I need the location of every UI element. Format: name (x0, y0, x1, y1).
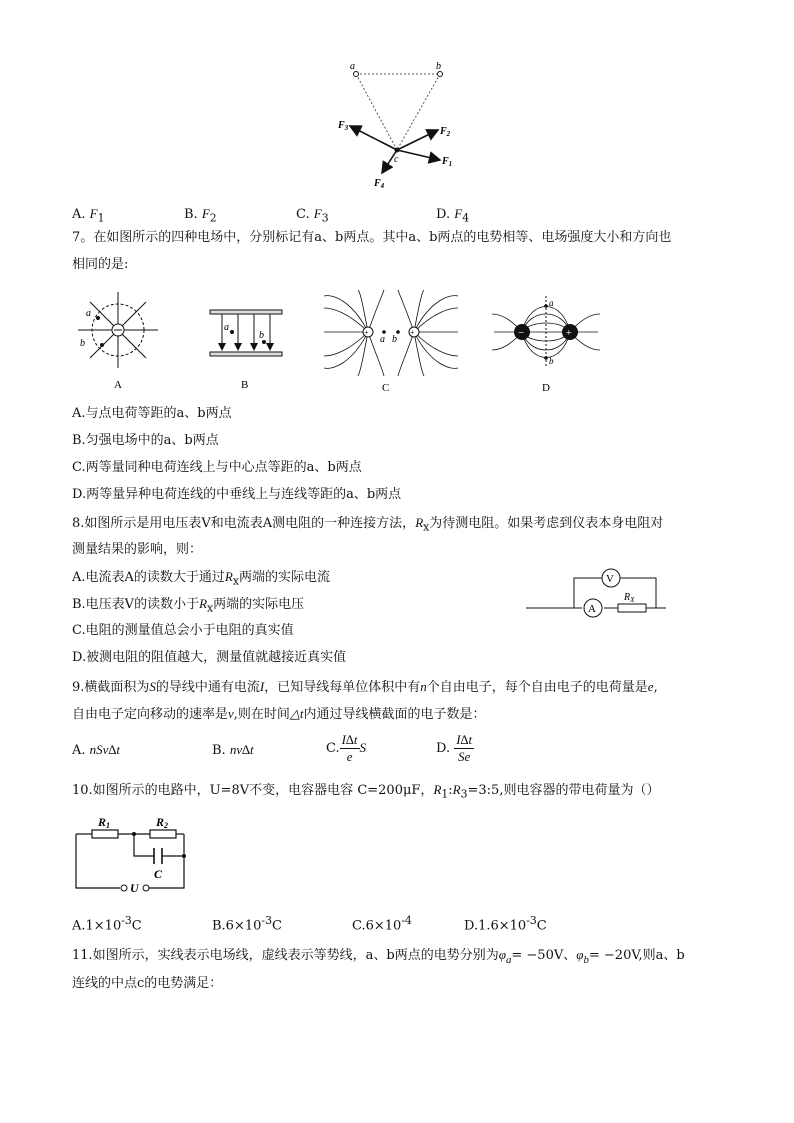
q6-option-d: D. $F_4$ (436, 206, 470, 225)
svg-text:A: A (114, 379, 122, 391)
q11-stem-line2: 连线的中点c的电势满足： (72, 976, 223, 991)
label-f1: $F_1$ (442, 156, 453, 168)
svg-text:C: C (154, 867, 163, 881)
svg-text:D: D (542, 382, 550, 394)
svg-text:A: A (588, 603, 596, 615)
label-a: a (350, 61, 355, 72)
resistor-r1 (92, 830, 118, 838)
q10-stem: 10.如图所示的电路中，U=8V不变，电容器电容 C=200μF，$R_1:R_3=3:5$,则电容器的带电荷量为（） (72, 782, 660, 801)
q8-option-d: D.被测电阻的阻值越大，测量值就越接近真实值 (72, 650, 347, 665)
label-f2: $F_2$ (440, 126, 451, 138)
q8-option-c: C.电阻的测量值总会小于电阻的真实值 (72, 623, 294, 638)
q9-option-a: A. nSv∆t (72, 742, 121, 758)
q7-figure-a (72, 288, 164, 392)
resistor-rx (618, 604, 646, 612)
q8-stem-line1: 8.如图所示是用电压表V和电流表A测电阻的一种连接方法，$R_x$为待测电阻。如果考虑到仪表本身电阻对 (72, 515, 664, 534)
label-f4: $F_4$ (374, 178, 385, 190)
svg-text:B: B (241, 379, 249, 391)
svg-text:R1: R1 (98, 815, 111, 830)
svg-text:C: C (382, 382, 390, 394)
svg-text:V: V (606, 573, 614, 585)
q7-stem-line2: 相同的是: (72, 257, 129, 272)
q8-option-b: B.电压表V的读数小于$R_x$两端的实际电压 (72, 596, 305, 615)
svg-text:−: − (518, 327, 525, 339)
q7-figure-b (208, 304, 288, 392)
svg-text:b: b (392, 334, 397, 345)
q7-option-b: B.匀强电场中的a、b两点 (72, 433, 219, 448)
q10-option-b: $B.6\times 10^{-3}C$ (212, 914, 282, 934)
svg-text:a: a (224, 322, 229, 333)
svg-text:a: a (549, 298, 554, 308)
svg-text:+: + (566, 328, 572, 339)
svg-text:+: + (410, 328, 415, 337)
q10-option-d: $D.1.6\times 10^{-3}C$ (464, 914, 547, 934)
q6-option-a: A. $F_1$ (72, 206, 105, 225)
q10-option-a: $A.1\times 10^{-3}C$ (72, 914, 142, 934)
q11-stem-line1: 11.如图所示，实线表示电场线，虚线表示等势线，a、b两点的电势分别为$\varphi_a= -50V$、$\varphi_b= -20V$,则a、b (72, 947, 685, 966)
q8-option-a: A.电流表A的读数大于通过$R_x$两端的实际电流 (72, 569, 330, 588)
q9-option-c: C. $\frac{I\Delta t}{e}$ S (326, 732, 367, 764)
force-f2-arrow (397, 130, 438, 150)
q10-circuit (72, 810, 192, 896)
label-c: c (394, 154, 399, 165)
label-b: b (436, 61, 441, 72)
svg-text:RX: $R_X$ (624, 592, 635, 604)
q7-figure-c (322, 290, 460, 394)
point-b (438, 72, 443, 77)
svg-text:+: + (364, 328, 369, 337)
svg-text:b: b (80, 338, 85, 349)
force-diagram (330, 58, 470, 198)
svg-text:U: U (130, 881, 139, 895)
q9-option-b: B. nv∆t (212, 742, 254, 758)
force-f1-arrow (397, 150, 440, 160)
resistor-r2 (150, 830, 176, 838)
svg-text:b: b (549, 356, 554, 366)
svg-text:a: a (86, 308, 91, 319)
q7-option-d: D.两等量异种电荷连线的中垂线上与连线等距的a、b两点 (72, 487, 402, 502)
q8-circuit (520, 566, 670, 622)
q9-option-d: D. $\frac{I\Delta t}{Se}$ (436, 732, 473, 764)
q6-option-c: C. $F_3$ (296, 206, 329, 225)
q8-stem-line2: 测量结果的影响，则： (72, 542, 203, 557)
q9-stem-line2: 自由电子定向移动的速率是v,则在时间△t内通过导线横截面的电子数是： (72, 706, 486, 722)
svg-text:R2: R2 (156, 815, 169, 830)
label-f3: $F_3$ (338, 120, 349, 132)
q7-option-a: A.与点电荷等距的a、b两点 (72, 406, 232, 421)
q7-figure-d (490, 294, 602, 394)
svg-text:a: a (380, 334, 385, 345)
q6-option-b: B. $F_2$ (184, 206, 217, 225)
force-f3-arrow (350, 126, 397, 150)
svg-text:b: b (259, 330, 264, 341)
q7-option-c: C.两等量同种电荷连线上与中心点等距的a、b两点 (72, 460, 362, 475)
q9-stem-line1: 9.横截面积为S的导线中通有电流I，已知导线每单位体积中有n个自由电子，每个自由电子的电荷量是e, (72, 679, 658, 695)
q7-stem-line1: 7。在如图所示的四种电场中，分别标记有a、b两点。其中a、b两点的电势相等、电场强度大小和方向也 (72, 230, 672, 245)
q10-option-c: $C.6\times 10^{-4}$ (352, 914, 412, 934)
point-a (354, 72, 359, 77)
